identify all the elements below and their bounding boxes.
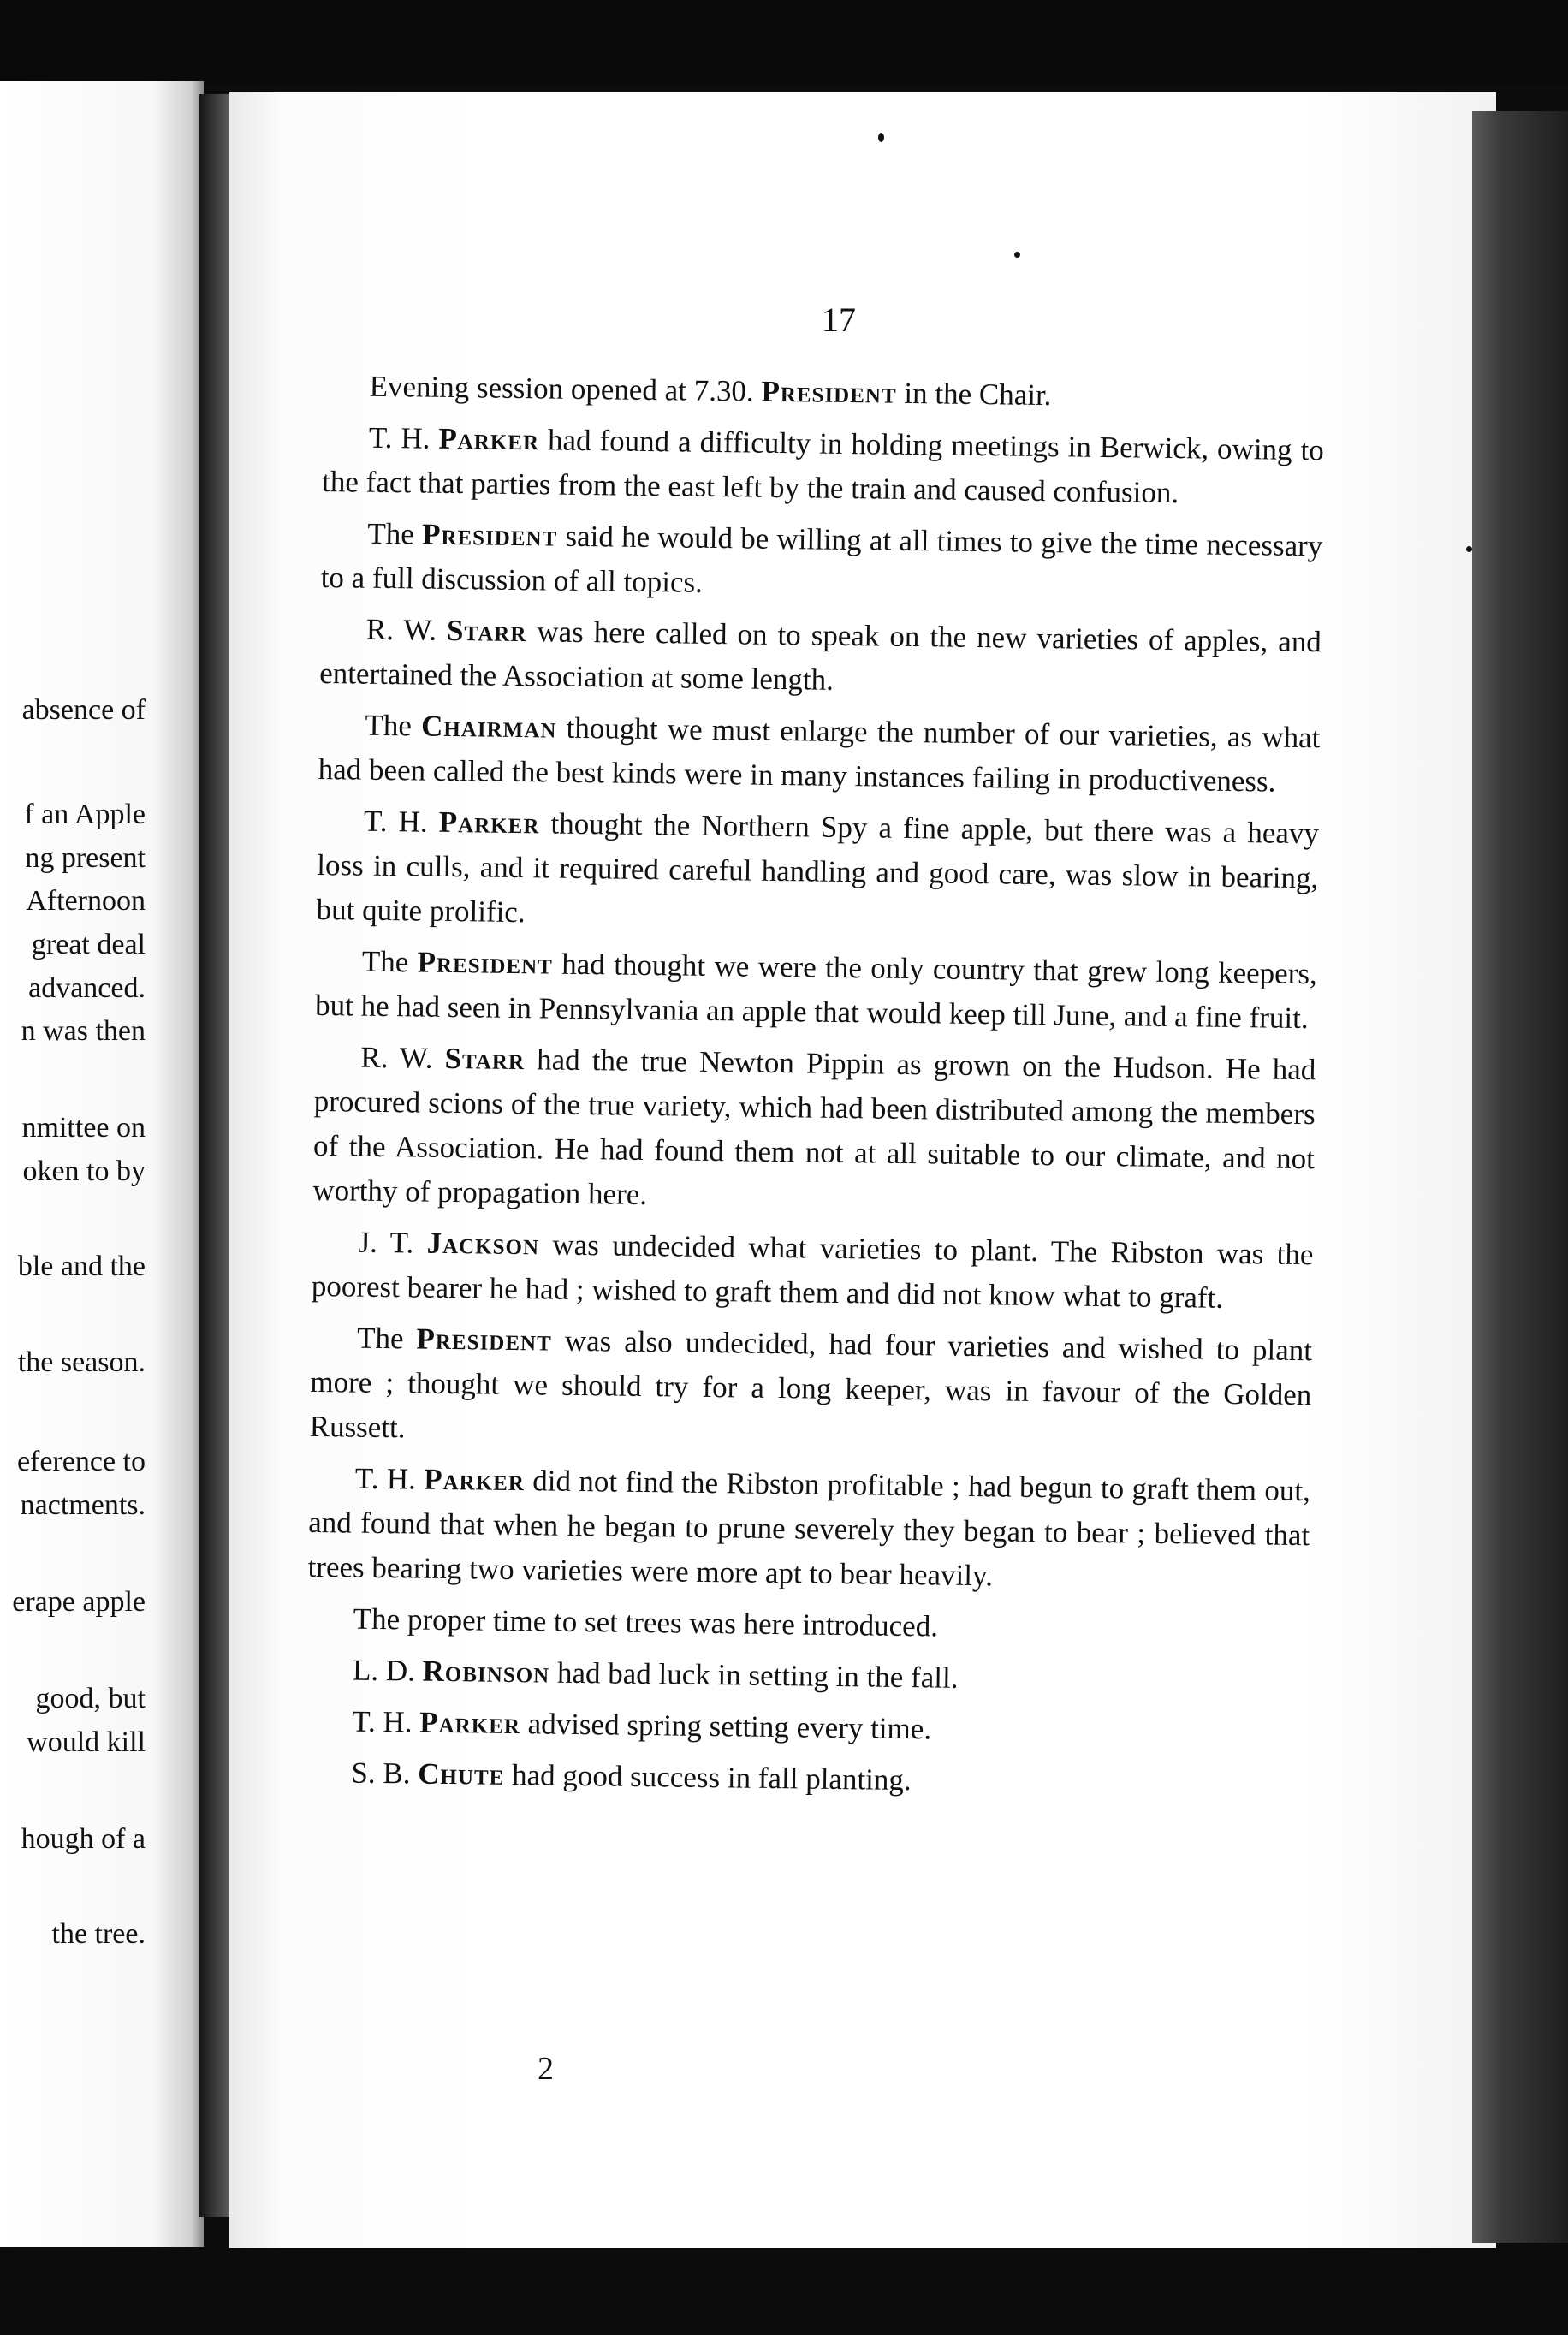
paragraph-text: in the Chair. (896, 376, 1052, 413)
paragraph (318, 703, 1320, 805)
paragraph-text: Evening session opened at 7.30. (369, 369, 762, 408)
paragraph-text: The (367, 516, 423, 551)
speaker-name: Starr (446, 613, 527, 649)
paragraph-text: thought we must enlarge the number of our varieties, as what had been called the best kinds were in many instances failing in productiveness. (318, 710, 1321, 799)
paragraph (307, 1456, 1310, 1602)
paragraph (319, 607, 1322, 709)
paragraph-text: was here called on to speak on the new varieties of apples, and entertained the Association at some length. (319, 615, 1322, 697)
paragraph-text: The (356, 1321, 417, 1356)
paragraph-text: J. T. (358, 1225, 427, 1260)
paragraph (309, 1316, 1312, 1462)
left-page-text-fragment: eference to (16, 1446, 146, 1477)
ink-speck (1466, 546, 1472, 552)
paragraph-text: was also undecided, had four varieties and wished to plant more ; thought we should try for a long keeper, was in favour of the Golden Russett. (309, 1323, 1313, 1445)
speaker-name: President (761, 374, 897, 410)
left-page-text-fragment: the season. (17, 1346, 146, 1378)
left-page-text-fragment: hough of a (21, 1823, 146, 1855)
speaker-name: Jackson (426, 1226, 540, 1262)
paragraph-text: had the true Newton Pippin as grown on the Hudson. He had procured scions of the true variety, which had been distributed among the members of the Association. He had found them not at all suitable to our climate, and not worthy of propagation here. (312, 1043, 1316, 1212)
paragraph-text: had bad luck in setting in the fall. (549, 1655, 959, 1695)
paragraph-text: T. H. (351, 1704, 420, 1739)
left-page-text-fragment: the tree. (51, 1918, 146, 1950)
left-page-text-fragment: ng present (25, 842, 146, 874)
paragraph-text: The (361, 944, 418, 979)
left-page-text-fragment: nmittee on (21, 1112, 146, 1144)
paragraph (306, 1596, 1309, 1654)
paragraph-text: The proper time to set trees was here introduced. (353, 1601, 939, 1643)
page-number: 17 (822, 300, 856, 339)
left-page-text-fragment: n was then (21, 1015, 146, 1047)
signature-mark: 2 (538, 2051, 554, 2087)
paragraph-text: said he would be willing at all times to give the time necessary to a full discussion of all topics. (320, 519, 1323, 599)
left-page-text-fragment: ble and the (17, 1251, 146, 1282)
left-page-text-fragment: good, but (35, 1683, 146, 1714)
ink-speck (1014, 252, 1020, 258)
paragraph-text: had good success in fall planting. (504, 1757, 912, 1797)
left-page-text-fragment: erape apple (12, 1586, 146, 1618)
speaker-name: Robinson (422, 1654, 550, 1690)
paragraph-text: R. W. (360, 1040, 445, 1075)
left-page-text-fragment: Afternoon (26, 885, 146, 917)
left-page-text-fragment: advanced. (28, 972, 146, 1004)
page-edge (1472, 111, 1568, 2243)
left-page-text-fragment: great deal (31, 929, 146, 960)
paragraph-text: advised spring setting every time. (520, 1707, 932, 1746)
paragraph-text: had found a difficulty in holding meetings in Berwick, owing to the fact that parties from the east left by the train and caused confusion. (321, 423, 1325, 510)
left-page-text-fragment: would kill (27, 1726, 146, 1758)
speaker-name: President (417, 945, 554, 981)
paragraph (312, 1035, 1316, 1226)
paragraph (312, 1220, 1314, 1322)
paragraph (315, 939, 1317, 1041)
paragraph (322, 415, 1324, 517)
paragraph-text: had thought we were the only country that grew long keepers, but he had seen in Pennsylvania an apple that would keep till June, and a fine fruit. (314, 947, 1318, 1036)
paragraph-text: The (365, 708, 422, 743)
paragraph-text: R. W. (365, 612, 448, 647)
speaker-name: President (421, 517, 558, 553)
speaker-name: Parker (438, 421, 540, 457)
speaker-name: President (416, 1322, 553, 1358)
paragraph-text: did not find the Ribston profitable ; had begun to graft them out, and found that when he began to prune severely they began to bear ; believed that trees bearing two varieties were more apt to bear heavily. (307, 1464, 1311, 1593)
scan-background (0, 0, 1568, 86)
left-facing-page (0, 81, 204, 2247)
speaker-name: Parker (424, 1462, 526, 1498)
left-page-text-fragment: f an Apple (24, 799, 146, 830)
speaker-name: Chairman (420, 709, 557, 745)
paragraph-text: T. H. (368, 420, 439, 455)
left-page-text-fragment: nactments. (20, 1489, 146, 1521)
left-page-text-fragment: absence of (21, 694, 146, 726)
ink-speck (878, 133, 884, 142)
left-page-text-fragment: oken to by (22, 1156, 146, 1187)
paragraph-text: T. H. (354, 1461, 425, 1496)
paragraph-text: was undecided what varieties to plant. The Ribston was the poorest bearer he had ; wished to graft them and did not know what to graft. (311, 1227, 1314, 1315)
page-body (305, 364, 1325, 1815)
paragraph (305, 1750, 1307, 1808)
paragraph-text: L. D. (352, 1653, 423, 1688)
paragraph (306, 1699, 1308, 1756)
paragraph-text: T. H. (363, 804, 440, 839)
paragraph (316, 799, 1319, 945)
speaker-name: Starr (444, 1041, 526, 1077)
paragraph (306, 1648, 1309, 1705)
speaker-name: Parker (419, 1705, 521, 1741)
paragraph-text: thought the Northern Spy a fine apple, but there was a heavy loss in culls, and it required careful handling and good care, was slow in bearing, but quite prolific. (316, 806, 1320, 930)
paragraph-text: S. B. (351, 1756, 419, 1791)
speaker-name: Chute (418, 1756, 505, 1791)
speaker-name: Parker (438, 805, 540, 841)
paragraph (320, 511, 1322, 613)
